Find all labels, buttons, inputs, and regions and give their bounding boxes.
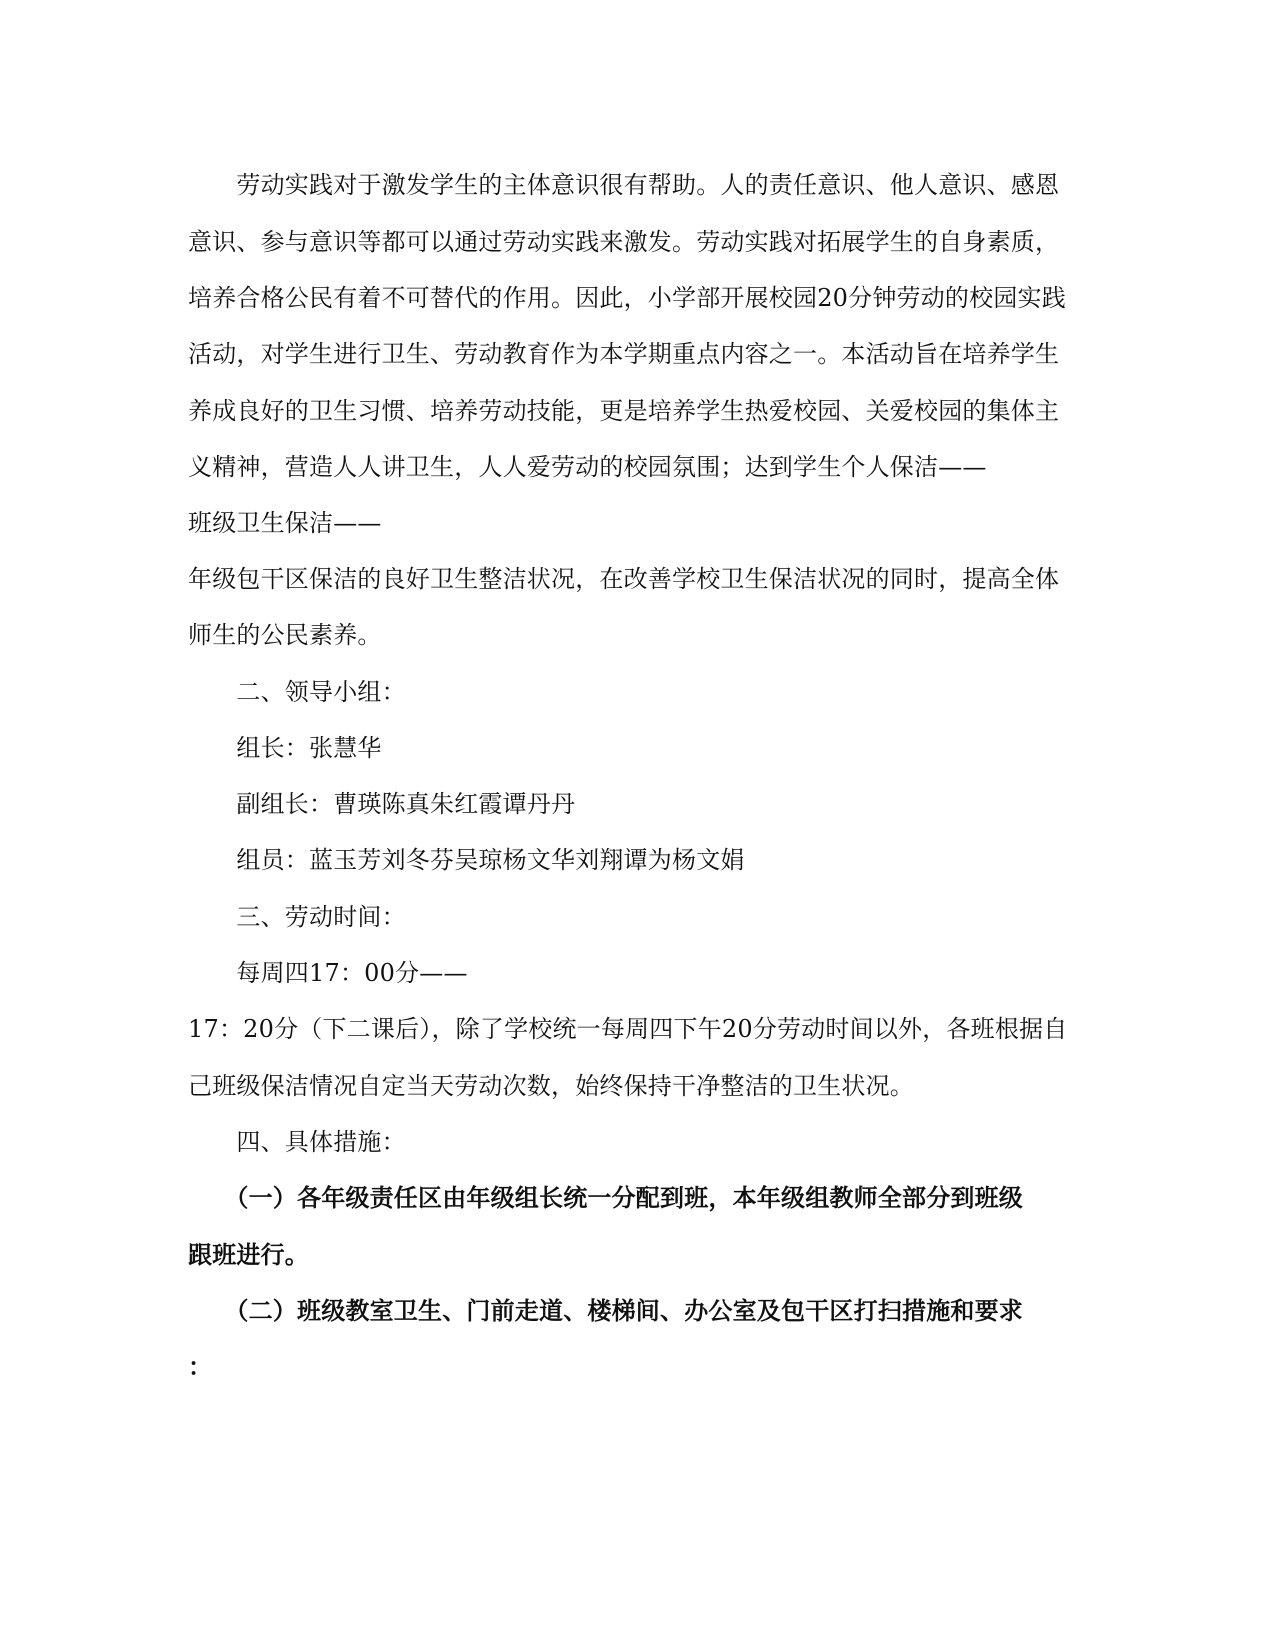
- paragraph-line: 班级卫生保洁——: [188, 509, 382, 537]
- paragraph-line: 每周四17：00分——: [188, 959, 468, 987]
- paragraph-line: 师生的公民素养。: [188, 621, 382, 649]
- section-heading: 二、领导小组：: [188, 678, 406, 706]
- subsection-heading: （一）各年级责任区由年级组长统一分配到班，本年级组教师全部分到班级: [188, 1184, 1023, 1212]
- members-line: 组员：蓝玉芳刘冬芬吴琼杨文华刘翔谭为杨文娟: [188, 846, 745, 874]
- deputy-leader-line: 副组长：曹瑛陈真朱红霞谭丹丹: [188, 790, 576, 818]
- paragraph-line: 己班级保洁情况自定当天劳动次数，始终保持干净整洁的卫生状况。: [188, 1072, 914, 1100]
- subsection-heading: （二）班级教室卫生、门前走道、楼梯间、办公室及包干区打扫措施和要求: [188, 1297, 1023, 1325]
- paragraph-line: 意识、参与意识等都可以通过劳动实践来激发。劳动实践对拓展学生的自身素质，: [188, 228, 1060, 256]
- section-heading: 三、劳动时间：: [188, 903, 406, 931]
- leader-line: 组长：张慧华: [188, 734, 382, 762]
- section-heading: 四、具体措施：: [188, 1128, 406, 1156]
- paragraph-line: 年级包干区保洁的良好卫生整洁状况，在改善学校卫生保洁状况的同时，提高全体: [188, 565, 1060, 593]
- paragraph-line: 17：20分（下二课后），除了学校统一每周四下午20分劳动时间以外，各班根据自: [188, 1015, 1068, 1043]
- paragraph-line: 义精神，营造人人讲卫生，人人爱劳动的校园氛围；达到学生个人保洁——: [188, 453, 987, 481]
- paragraph-line: 养成良好的卫生习惯、培养劳动技能，更是培养学生热爱校园、关爱校园的集体主: [188, 397, 1060, 425]
- paragraph-line: 培养合格公民有着不可替代的作用。因此，小学部开展校园20分钟劳动的校园实践: [188, 284, 1066, 312]
- subsection-heading-cont: ：: [188, 1353, 213, 1381]
- paragraph-line: 劳动实践对于激发学生的主体意识很有帮助。人的责任意识、他人意识、感恩: [188, 171, 1060, 199]
- subsection-heading-cont: 跟班进行。: [188, 1241, 309, 1269]
- paragraph-line: 活动，对学生进行卫生、劳动教育作为本学期重点内容之一。本活动旨在培养学生: [188, 340, 1060, 368]
